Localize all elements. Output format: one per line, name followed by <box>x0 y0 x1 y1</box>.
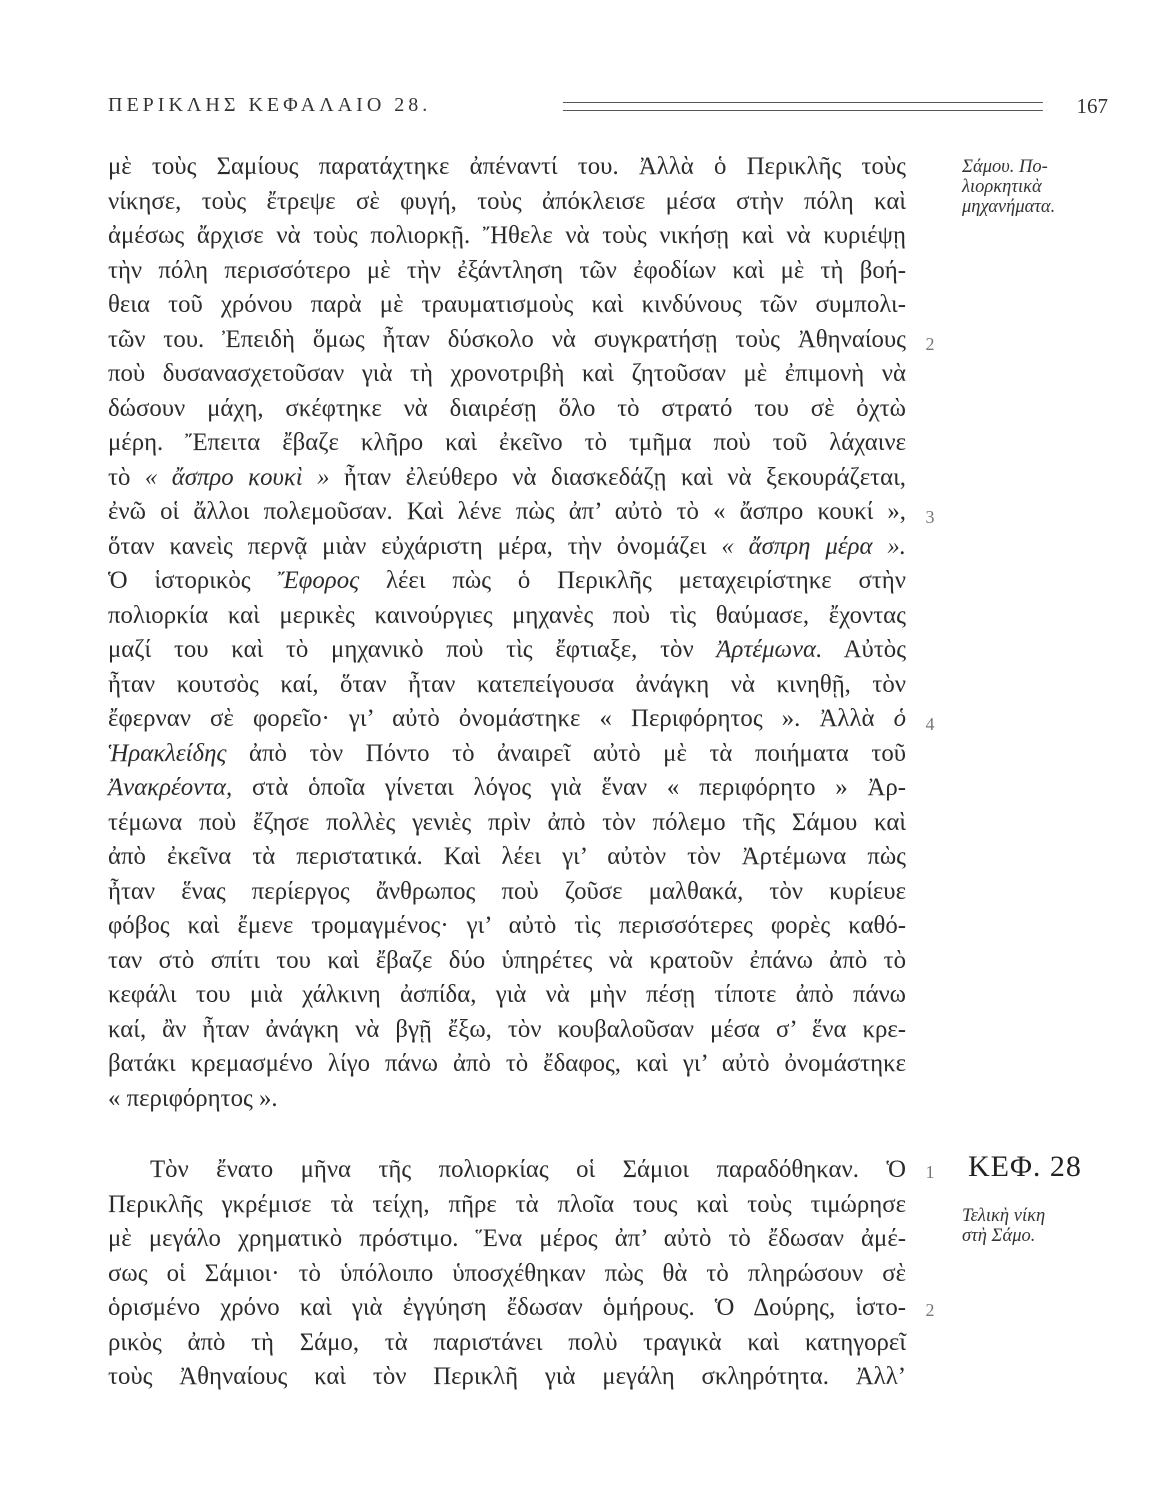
margin-note-siege-engines <box>962 157 1112 217</box>
section-number: 1 <box>925 1162 935 1182</box>
italic-word: ὁ <box>893 705 907 732</box>
text-line: ἀμέσως ἄρχισε νὰ τοὺς πολιορκῇ. Ἤθελε νὰ τοὺς νικήσῃ καὶ νὰ κυριέψῃ <box>108 222 906 249</box>
text-line <box>108 530 906 565</box>
text-line <box>108 461 906 496</box>
text-run: Αὐτὸς <box>843 636 907 663</box>
text-line: βατάκι κρεμασμένο λίγο πάνω ἀπὸ τὸ ἔδαφος, καὶ γι’ αὐτὸ ὀνομάστηκε <box>108 1050 906 1077</box>
text-line: τὴν πόλη περισσότερο μὲ τὴν ἐξάντληση τῶν ἐφοδίων καὶ μὲ τὴ βοή- <box>108 256 906 284</box>
text-run: στὰ ὁποῖα γίνεται λόγος γιὰ ἕναν « περιφόρητο » Ἀρ- <box>252 774 906 801</box>
paragraph-2 <box>108 1153 906 1395</box>
margin-note-line: Τελικὴ νίκη <box>962 1206 1046 1226</box>
text-line <box>108 633 906 668</box>
page-number: 167 <box>1076 94 1108 118</box>
italic-name: Ἀρτέμωνα. <box>716 636 823 663</box>
text-line: ἦταν ἕνας περίεργος ἄνθρωπος ποὺ ζοῦσε μαλθακά, τὸν κυρίευε <box>108 877 906 905</box>
text-line: Περικλῆς γκρέμισε τὰ τείχη, πῆρε τὰ πλοῖα τους καὶ τοὺς τιμώρησε <box>108 1190 906 1218</box>
section-number: 3 <box>925 507 935 527</box>
text-run: ἔφερναν σὲ φορεῖο· γι’ αὐτὸ ὀνομάστηκε « Περιφόρητος ». Ἀλλὰ <box>108 705 875 732</box>
text-line: θεια τοῦ χρόνου παρὰ μὲ τραυματισμοὺς καὶ κινδύνους τῶν συμπολι- <box>108 291 906 318</box>
chapter-heading: ΚΕΦ. 28 <box>968 1150 1082 1183</box>
text-line: ἐνῶ οἱ ἄλλοι πολεμοῦσαν. Καὶ λένε πὼς ἀπ’ αὐτὸ τὸ « ἄσπρο κουκί », <box>108 498 906 525</box>
text-line <box>108 702 906 737</box>
text-line: μὲ μεγάλο χρηματικὸ πρόστιμο. Ἕνα μέρος ἀπ’ αὐτὸ τὸ ἔδωσαν ἀμέ- <box>108 1225 906 1252</box>
margin-note-final-victory <box>962 1206 1112 1246</box>
text-line: ποὺ δυσανασχετοῦσαν γιὰ τὴ χρονοτριβὴ καὶ ζητοῦσαν μὲ ἐπιμονὴ νὰ <box>108 360 906 387</box>
text-line: νίκησε, τοὺς ἔτρεψε σὲ φυγή, τοὺς ἀπόκλεισε μέσα στὴν πόλη καὶ <box>108 187 906 215</box>
section-number: 2 <box>925 334 935 354</box>
header-double-rule <box>563 102 1043 111</box>
text-line: ἀπὸ ἐκεῖνα τὰ περιστατικά. Καὶ λέει γι’ αὐτὸν τὸν Ἀρτέμωνα πὼς <box>108 843 906 870</box>
text-line: κεφάλι του μιὰ χάλκινη ἀσπίδα, γιὰ νὰ μὴν πέσῃ τίποτε ἀπὸ πάνω <box>108 981 906 1008</box>
text-line: καί, ἂν ἦταν ἀνάγκη νὰ βγῇ ἔξω, τὸν κουβαλοῦσαν μέσα σ’ ἕνα κρε- <box>108 1015 906 1043</box>
margin-note-line: Σάμου. Πο- <box>962 157 1048 177</box>
text-line: ἦταν κουτσὸς καί, ὅταν ἦταν κατεπείγουσα ἀνάγκη νὰ κινηθῇ, τὸν <box>108 670 906 698</box>
text-run: λέει πὼς ὁ Περικλῆς μεταχειρίστηκε στὴν <box>386 567 906 594</box>
text-line: τέμωνα ποὺ ἔζησε πολλὲς γενιὲς πρὶν ἀπὸ τὸν πόλεμο τῆς Σάμου καὶ <box>108 808 906 836</box>
text-line <box>108 771 906 806</box>
text-line: ὁρισμένο χρόνο καὶ γιὰ ἐγγύηση ἔδωσαν ὁμήρους. Ὁ Δούρης, ἱστο- <box>108 1294 906 1321</box>
text-run: ὅταν κανεὶς περνᾷ μιὰν εὐχάριστη μέρα, τὴν ὀνομάζει <box>108 532 707 560</box>
text-line: « περιφόρητος ». <box>108 1084 278 1112</box>
italic-name: Ἡρακλείδης <box>108 739 227 767</box>
text-run: μαζί του καὶ τὸ μηχανικὸ ποὺ τὶς ἔφτιαξε, τὸν <box>108 636 694 663</box>
text-line: μὲ τοὺς Σαμίους παρατάχτηκε ἀπέναντί του. Ἀλλὰ ὁ Περικλῆς τοὺς <box>108 153 906 180</box>
text-line: δώσουν μάχη, σκέφτηκε νὰ διαιρέσῃ ὅλο τὸ στρατό του σὲ ὀχτὼ <box>108 394 906 422</box>
margin-note-line: στὴ Σάμο. <box>962 1226 1036 1246</box>
text-line: φόβος καὶ ἔμενε τρομαγμένος· γι’ αὐτὸ τὶς περισσότερες φορὲς καθό- <box>108 912 906 939</box>
text-run: ἀπὸ τὸν Πόντο τὸ ἀναιρεῖ αὐτὸ μὲ τὰ ποιήματα τοῦ <box>249 739 906 767</box>
text-line <box>108 737 906 772</box>
italic-phrase: « ἄσπρο κουκὶ » <box>144 463 330 491</box>
text-line: πολιορκία καὶ μερικὲς καινούργιες μηχανὲς ποὺ τὶς θαύμασε, ἔχοντας <box>108 601 906 629</box>
text-line: ταν στὸ σπίτι του καὶ ἔβαζε δύο ὑπηρέτες νὰ κρατοῦν ἐπάνω ἀπὸ τὸ <box>108 946 906 974</box>
text-line: μέρη. Ἔπειτα ἔβαζε κλῆρο καὶ ἐκεῖνο τὸ τμῆμα ποὺ τοῦ λάχαινε <box>108 429 906 456</box>
italic-name: Ἀνακρέοντα, <box>108 774 233 801</box>
margin-note-line: λιορκητικὰ <box>962 177 1042 197</box>
text-line: σως οἱ Σάμιοι· τὸ ὑπόλοιπο ὑποσχέθηκαν πὼς θὰ τὸ πληρώσουν σὲ <box>108 1259 906 1287</box>
section-number: 4 <box>925 714 935 734</box>
text-run: Ὁ ἱστορικὸς <box>108 567 251 594</box>
text-run: τὸ <box>108 463 131 491</box>
section-number: 2 <box>925 1300 935 1320</box>
text-line <box>108 564 906 599</box>
italic-name: Ἔφορος <box>277 567 360 594</box>
text-line: τοὺς Ἀθηναίους καὶ τὸν Περικλῆ γιὰ μεγάλη σκληρότητα. Ἀλλ’ <box>108 1363 906 1390</box>
running-header <box>108 88 1108 128</box>
text-run: ἦταν ἐλεύθερο νὰ διασκεδάζῃ καὶ νὰ ξεκουράζεται, <box>344 463 907 491</box>
margin-note-line: μηχανήματα. <box>962 197 1056 217</box>
text-line: Τὸν ἔνατο μῆνα τῆς πολιορκίας οἱ Σάμιοι παραδόθηκαν. Ὁ <box>150 1156 906 1183</box>
text-line: τῶν του. Ἐπειδὴ ὅμως ἦταν δύσκολο νὰ συγκρατήσῃ τοὺς Ἀθηναίους <box>108 325 906 353</box>
italic-phrase: « ἄσπρη μέρα ». <box>721 532 907 560</box>
text-line: ρικὸς ἀπὸ τὴ Σάμο, τὰ παριστάνει πολὺ τραγικὰ καὶ κατηγορεῖ <box>108 1328 906 1356</box>
running-title: ΠΕΡΙΚΛΗΣ ΚΕΦΑΛΑΙΟ 28. <box>108 94 432 116</box>
paragraph-1 <box>108 150 906 1116</box>
